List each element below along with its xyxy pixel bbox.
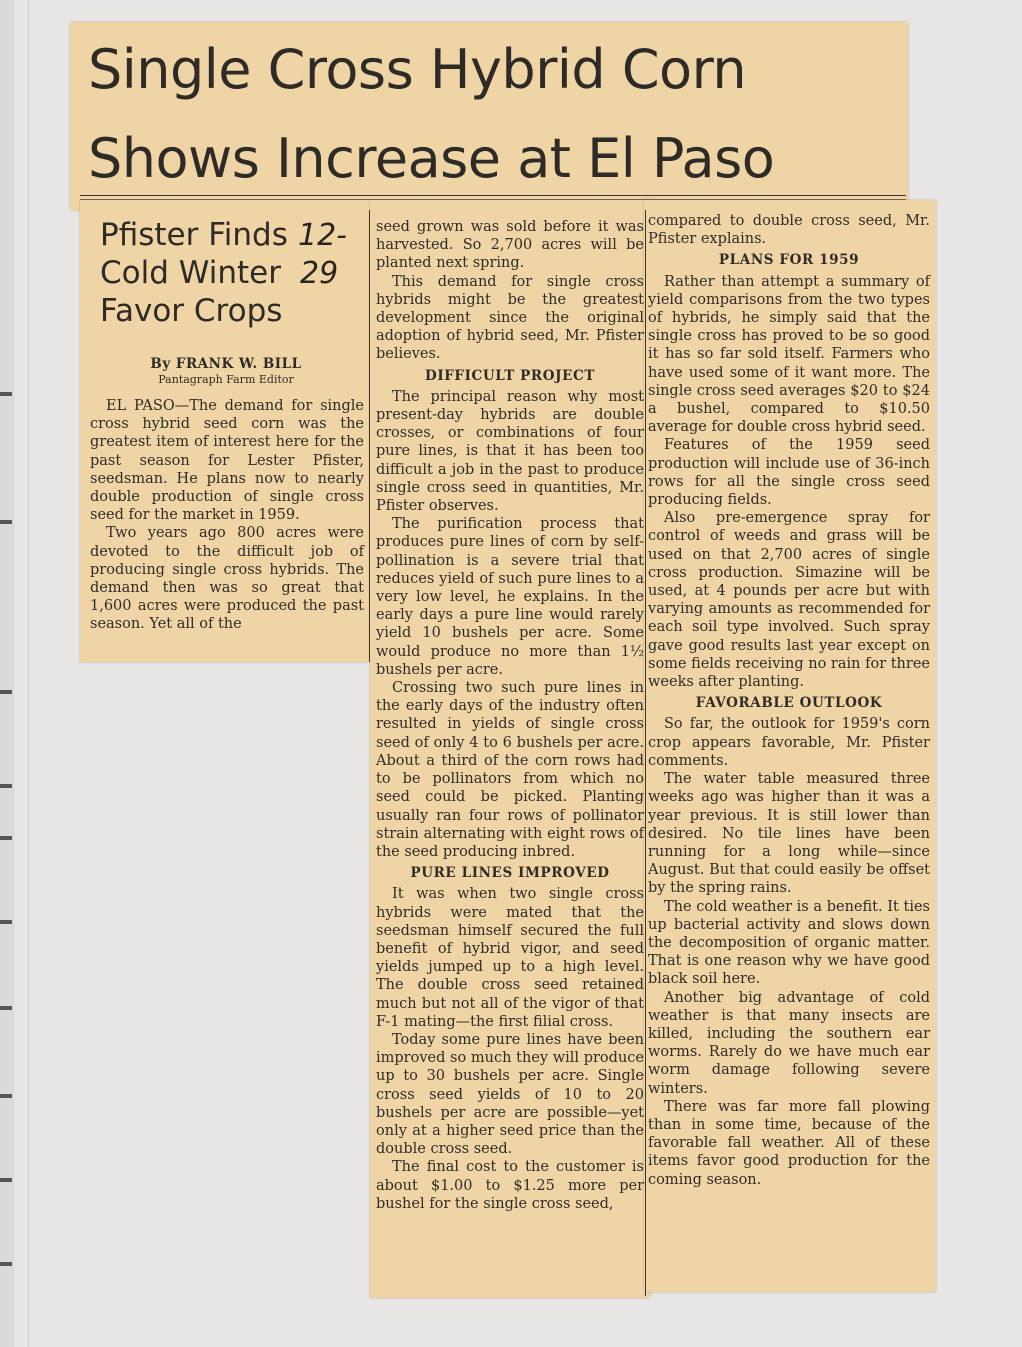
headline-rule-secondary bbox=[80, 199, 906, 200]
column2-paragraph: The principal reason why most present-day hybrids are double crosses, or combinations of four pure lines, is that it has been too difficult a job in the past to produce single cross seed in quantities, Mr. Pfister observes. bbox=[376, 388, 644, 515]
binder-hole-mark bbox=[0, 920, 12, 924]
section-heading-difficult-project: DIFFICULT PROJECT bbox=[425, 367, 595, 384]
column3-paragraph: Also pre-emergence spray for control of weeds and grass will be used on that 2,700 acres of single cross production. Simazine will be used, at 4 pounds per acre but with varying amounts as recommended for each soil type involved. Such spray gave good results last year except on some fields receiving no rain for three weeks after planting. bbox=[648, 510, 930, 691]
section-heading-pure-lines-improved: PURE LINES IMPROVED bbox=[410, 865, 610, 882]
handwritten-day: 29 bbox=[300, 256, 339, 291]
page-edge-line bbox=[28, 0, 29, 1347]
column2-paragraph: Crossing two such pure lines in the early days of the industry often resulted in yields of single cross seed of only 4 to 6 bushels per acre. About a third of the corn rows had to be pollinators from which no seed could be picked. Planting usually ran four rows of pollinator strain alternating with eight rows of the seed producing inbred. bbox=[376, 680, 644, 860]
column3-paragraph: compared to double cross seed, Mr. Pfister explains. bbox=[648, 213, 930, 248]
subhead-line-2: Cold Winter bbox=[100, 255, 281, 291]
section-heading-favorable-outlook: FAVORABLE OUTLOOK bbox=[695, 695, 883, 712]
column3-paragraph: So far, the outlook for 1959's corn crop appears favorable, Mr. Pfister comments. bbox=[648, 716, 930, 769]
binder-hole-mark bbox=[0, 1006, 12, 1010]
scrapbook-binder-edge bbox=[0, 0, 14, 1347]
column3-paragraph: The cold weather is a benefit. It ties up bacterial activity and slows down the decomposition of organic matter. That is one reason why we have good black soil here. bbox=[648, 898, 930, 988]
column3-paragraph: There was far more fall plowing than in some time, because of the favorable fall weather. All of these items favor good production for the coming season. bbox=[648, 1098, 930, 1188]
binder-hole-mark bbox=[0, 1262, 12, 1266]
byline bbox=[86, 356, 366, 386]
byline-title: Pantagraph Farm Editor bbox=[158, 373, 294, 386]
headline-line-1: Single Cross Hybrid Corn bbox=[88, 38, 747, 101]
column3-paragraph: Another big advantage of cold weather is that many insects are killed, including the southern ear worms. Rarely do we have much ear worm damage following severe winters. bbox=[648, 989, 930, 1097]
subhead-line-3: Favor Crops bbox=[100, 293, 283, 329]
headline-line-2: Shows Increase at El Paso bbox=[88, 127, 775, 190]
binder-hole-mark bbox=[0, 1178, 12, 1182]
section-heading-plans-for-1959: PLANS FOR 1959 bbox=[718, 252, 860, 269]
column1-paragraph: EL PASO—The demand for single cross hybrid seed corn was the greatest item of interest here for the past season for Lester Pfister, seedsman. He plans now to nearly double production of single cross seed for the market in 1959. bbox=[90, 398, 364, 524]
column3-paragraph: Rather than attempt a summary of yield comparisons from the two types of hybrids, he simply said that the single cross has proved to be so good it has so far sold itself. Farmers who have used some of it want more. The single cross seed averages $20 to $24 a bushel, compared to $10.50 average for double cross hybrid seed. bbox=[648, 273, 930, 436]
article-column-1 bbox=[90, 397, 364, 634]
column2-paragraph: The purification process that produces pure lines of corn by self-pollination is a severe trial that reduces yield of such pure lines to a very low level, he explains. In the early days a pure line would rarely yield 10 bushels per acre. Some would produce no more than 1½ bushels per acre. bbox=[376, 516, 644, 678]
column2-paragraph: It was when two single cross hybrids were mated that the seedsman himself secured the full benefit of hybrid vigor, and seed yields jumped up to a high level. The double cross seed retained much but not all of the vigor of that F-1 mating—the first filial cross. bbox=[376, 886, 644, 1030]
headline-rule bbox=[80, 195, 906, 196]
handwritten-month: 12- bbox=[298, 218, 347, 253]
article-column-3 bbox=[648, 212, 930, 1189]
binder-hole-mark bbox=[0, 690, 12, 694]
column2-paragraph: This demand for single cross hybrids might be the greatest development since the original adoption of hybrid seed, Mr. Pfister believes. bbox=[376, 273, 644, 363]
byline-author: By FRANK W. BILL bbox=[150, 356, 302, 372]
column2-paragraph: The final cost to the customer is about $1.00 to $1.25 more per bushel for the single cross seed, bbox=[376, 1159, 644, 1212]
subhead-line-1: Pfister Finds bbox=[100, 217, 288, 253]
column1-paragraph: Two years ago 800 acres were devoted to the difficult job of producing single cross hybrids. The demand then was so great that 1,600 acres were produced the past season. Yet all of the bbox=[90, 525, 364, 633]
binder-hole-mark bbox=[0, 836, 12, 840]
article-column-2 bbox=[376, 218, 644, 1213]
column2-paragraph: Today some pure lines have been improved so much they will produce up to 30 bushels per acre. Single cross seed yields of 10 to 20 bushels per acre are possible—yet only at a higher seed price than the double cross seed. bbox=[376, 1031, 644, 1158]
column3-paragraph: The water table measured three weeks ago was higher than it was a year previous. It is still lower than desired. No tile lines have been running for a long while—since August. But that could easily be offset by the spring rains. bbox=[648, 771, 930, 897]
binder-hole-mark bbox=[0, 1094, 12, 1098]
column-divider-2 bbox=[645, 210, 646, 1296]
column2-paragraph: seed grown was sold before it was harvested. So 2,700 acres will be planted next spring. bbox=[376, 219, 644, 272]
column3-paragraph: Features of the 1959 seed production will include use of 36-inch rows for all the single cross seed producing fields. bbox=[648, 437, 930, 509]
binder-hole-mark bbox=[0, 784, 12, 788]
binder-hole-mark bbox=[0, 392, 12, 396]
column-divider-1 bbox=[369, 210, 370, 662]
subheadline bbox=[100, 216, 288, 330]
binder-hole-mark bbox=[0, 520, 12, 524]
